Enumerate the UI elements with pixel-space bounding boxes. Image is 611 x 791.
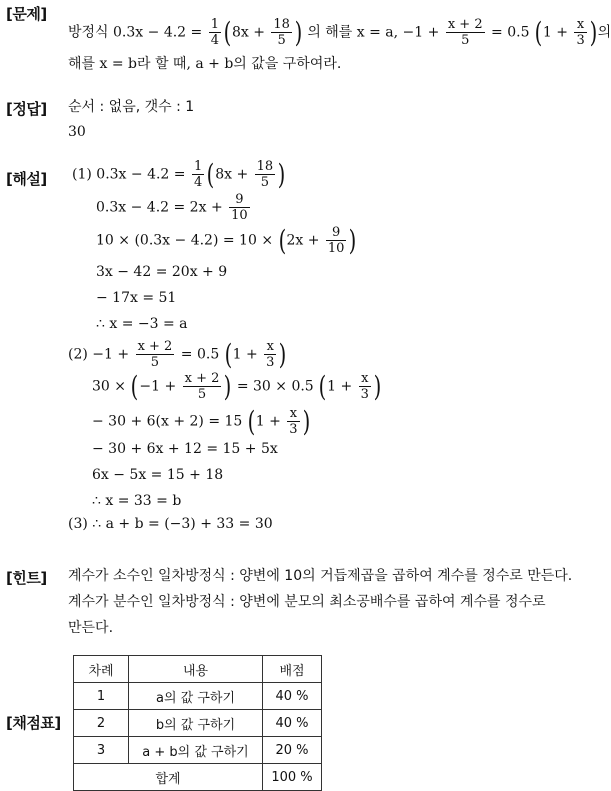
solution-step: ∴ x = −3 = a (96, 316, 188, 332)
table-row: 3 a + b의 값 구하기 20 % (74, 737, 322, 764)
solution-step: (3) ∴ a + b = (−3) + 33 = 30 (68, 516, 273, 532)
solution-step: 3x − 42 = 20x + 9 (96, 264, 228, 280)
header-points: 배점 (263, 656, 322, 683)
hint-line-3: 만든다. (68, 620, 114, 636)
fraction: $\frac{x}{3}$ (576, 17, 585, 48)
solution-step: (1) 0.3x − 4.2 = $\frac{1}{4}$ (8x + $\frac{18}{5}$ ) (72, 157, 286, 191)
hint-line-1: 계수가 소수인 일차방정식 : 양변에 10의 거듭제곱을 곱하여 계수를 정수로 만든다. (68, 568, 573, 584)
table-header-row (74, 656, 322, 683)
hint-line-2: 계수가 분수인 일차방정식 : 양변에 분모의 최소공배수를 곱하여 계수를 정수로 (68, 594, 546, 610)
solution-step: 10 × (0.3x − 4.2) = 10 × (2x + $\frac{9}{10}$ ) (96, 223, 357, 257)
header-order: 차례 (74, 656, 129, 683)
problem-line-2: 해를 x = b라 할 때, a + b의 값을 구하여라. (68, 56, 342, 72)
hint-label: [힌트] (6, 569, 47, 587)
solution-step: − 30 + 6(x + 2) = 15 (1 + $\frac{x}{3}$ ) (92, 404, 310, 438)
solution-step: ∴ x = 33 = b (92, 493, 182, 509)
rubric-table (73, 655, 322, 791)
fraction: $\frac{1}{4}$ (210, 17, 219, 48)
problem-label: [문제] (6, 5, 47, 23)
solution-step: − 30 + 6x + 12 = 15 + 5x (92, 441, 278, 457)
table-total-row (74, 764, 322, 791)
table-row: 1 a의 값 구하기 40 % (74, 683, 322, 710)
fraction: $\frac{18}{5}$ (273, 17, 290, 48)
fraction: $\frac{x + 2}{5}$ (447, 17, 483, 48)
solution-step: − 17x = 51 (96, 290, 177, 306)
total-label: 합계 (74, 764, 263, 791)
header-content: 내용 (129, 656, 263, 683)
table-row: 2 b의 값 구하기 40 % (74, 710, 322, 737)
total-value: 100 % (263, 764, 322, 791)
rubric-label: [채점표] (6, 714, 61, 732)
answer-label: [정답] (6, 100, 47, 118)
solution-step: (2) −1 + $\frac{x + 2}{5}$ = 0.5 (1 + $\frac{x}{3}$ ) (68, 337, 287, 371)
problem-line-1: 방정식 0.3x − 4.2 = $\frac{1}{4}$ (8x + $\frac{18}{5}$ ) 의 해를 x = a, −1 + $\frac{x + 2}{5}$ = 0.5 (1 + $\frac{x}{3}$ )의 (68, 15, 611, 49)
answer-value: 30 (68, 124, 86, 140)
solution-step: 0.3x − 4.2 = 2x + $\frac{9}{10}$ (96, 192, 248, 223)
solution-label: [해설] (6, 170, 47, 188)
solution-step: 6x − 5x = 15 + 18 (92, 467, 224, 483)
solution-step: 30 × (−1 + $\frac{x + 2}{5}$ ) = 30 × 0.5 (1 + $\frac{x}{3}$ ) (92, 369, 382, 403)
answer-meta: 순서 : 없음, 갯수 : 1 (68, 99, 195, 115)
